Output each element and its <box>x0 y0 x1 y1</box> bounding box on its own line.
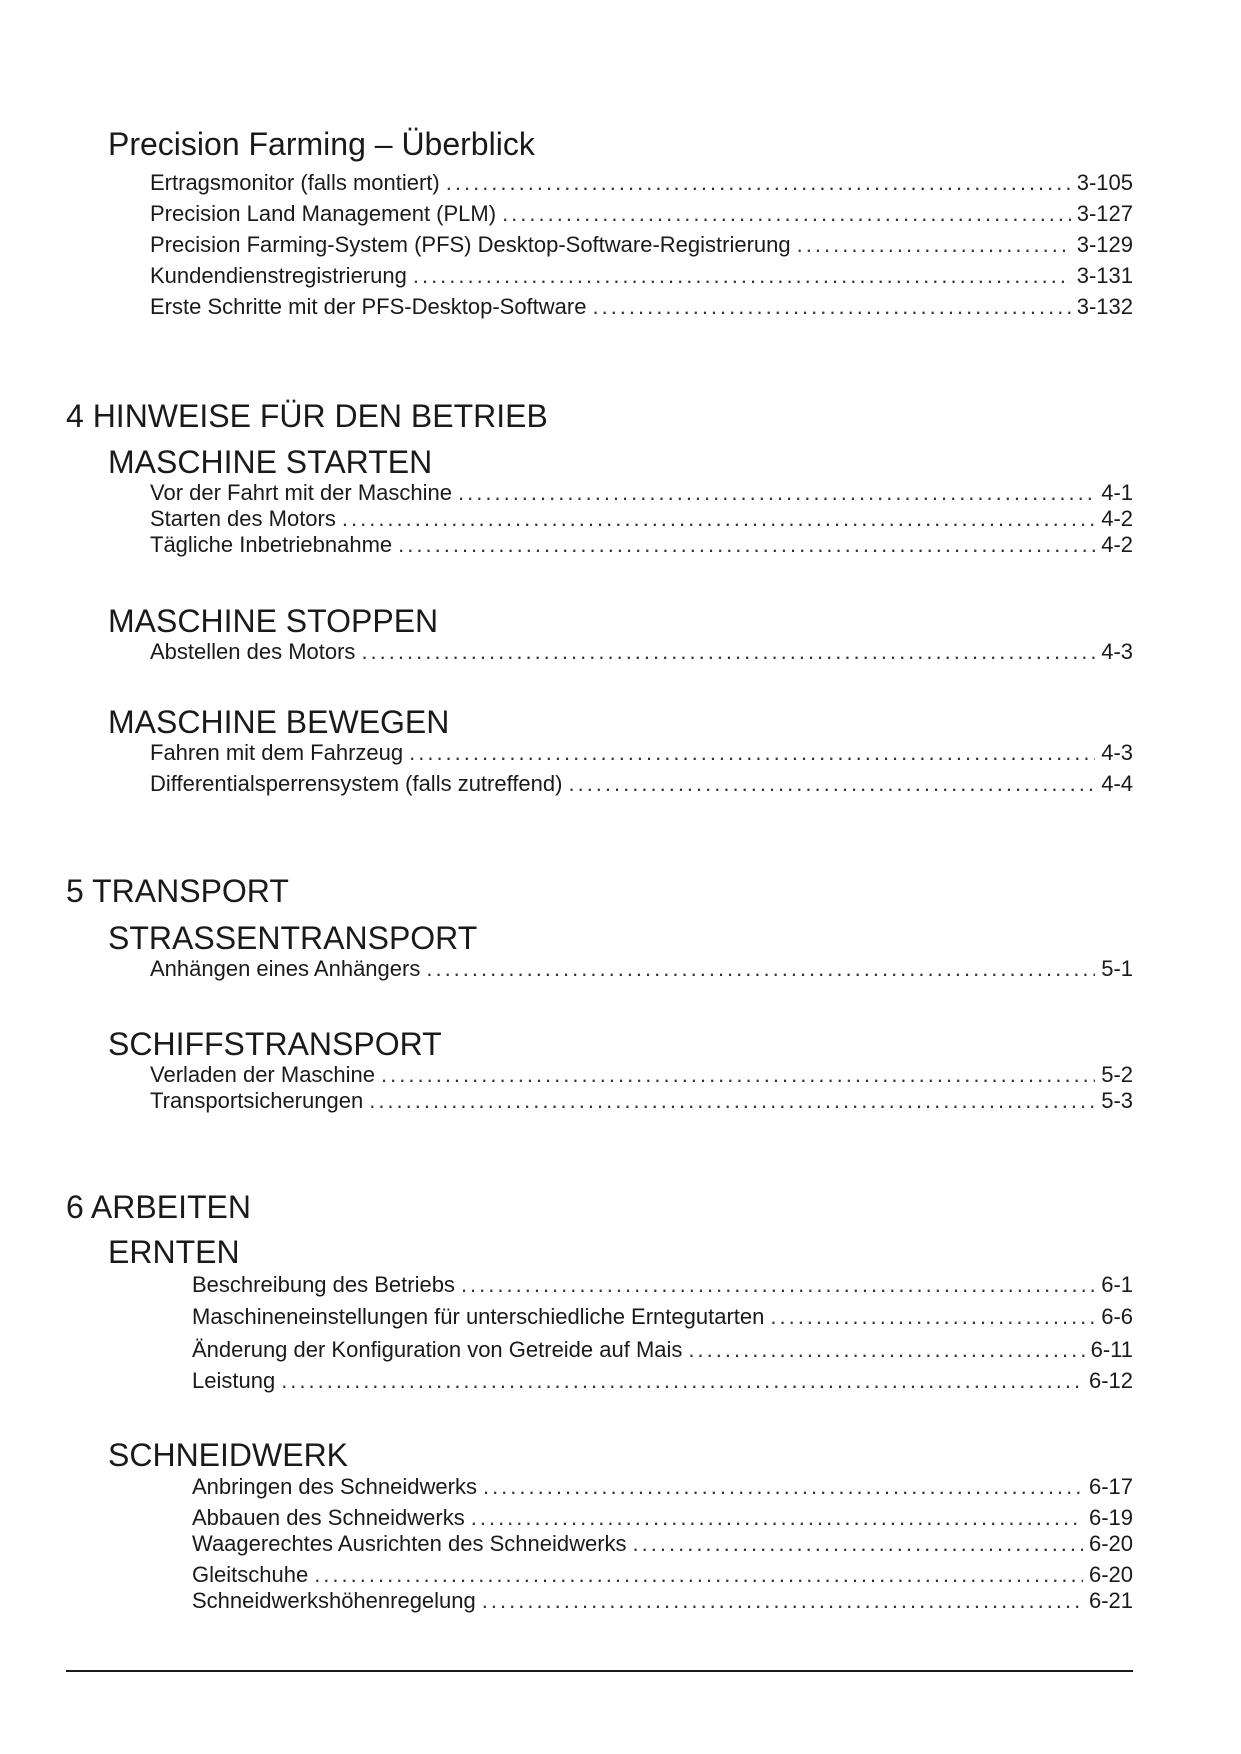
dot-leader <box>797 232 1071 258</box>
toc-entry-title: Erste Schritte mit der PFS-Desktop-Software <box>150 294 587 319</box>
chapter-heading-4: 4 HINWEISE FÜR DEN BETRIEB <box>66 398 548 434</box>
toc-entry[interactable] <box>150 956 1133 982</box>
chapter-heading-5: 5 TRANSPORT <box>66 873 289 909</box>
toc-entry-page: 3-127 <box>1076 201 1133 226</box>
section-heading-maschine-stoppen: MASCHINE STOPPEN <box>108 603 439 639</box>
toc-entry-page: 4-4 <box>1101 771 1133 796</box>
toc-entry-title: Differentialsperrensystem (falls zutreffend) <box>150 771 563 796</box>
toc-entry-title: Vor der Fahrt mit der Maschine <box>150 480 453 505</box>
dot-leader <box>688 1337 1084 1363</box>
toc-entry-page: 3-105 <box>1076 170 1133 195</box>
toc-entry[interactable] <box>192 1304 1133 1330</box>
toc-entry[interactable] <box>192 1474 1133 1500</box>
toc-entry-title: Schneidwerkshöhenregelung <box>192 1588 476 1613</box>
toc-entry[interactable] <box>192 1531 1133 1557</box>
toc-entry[interactable] <box>150 294 1133 320</box>
toc-entry[interactable] <box>192 1368 1133 1394</box>
dot-leader <box>413 263 1071 289</box>
toc-entry[interactable] <box>150 232 1133 258</box>
section-heading-maschine-starten: MASCHINE STARTEN <box>108 444 433 480</box>
toc-entry-title: Beschreibung des Betriebs <box>192 1272 455 1297</box>
toc-entry[interactable] <box>150 771 1133 797</box>
toc-entry[interactable] <box>150 263 1133 289</box>
dot-leader <box>314 1562 1083 1588</box>
toc-entry-page: 4-3 <box>1101 639 1133 664</box>
toc-entry[interactable] <box>192 1272 1133 1298</box>
toc-entry-title: Abstellen des Motors <box>150 639 356 664</box>
toc-entry-title: Transportsicherungen <box>150 1088 364 1113</box>
toc-entry[interactable] <box>150 170 1133 196</box>
toc-entry-title: Waagerechtes Ausrichten des Schneidwerks <box>192 1531 627 1556</box>
toc-entry[interactable] <box>150 506 1133 532</box>
toc-entry-title: Precision Farming-System (PFS) Desktop-Software-Registrierung <box>150 232 791 257</box>
toc-entry[interactable] <box>150 1088 1133 1114</box>
dot-leader <box>361 639 1095 665</box>
toc-entry-title: Verladen der Maschine <box>150 1062 376 1087</box>
toc-entry[interactable] <box>150 1062 1133 1088</box>
dot-leader <box>770 1304 1095 1330</box>
toc-entry-title: Kundendienstregistrierung <box>150 263 407 288</box>
toc-entry-page: 6-17 <box>1088 1474 1133 1499</box>
section-heading-schiffstransport: SCHIFFSTRANSPORT <box>108 1026 442 1062</box>
toc-entry-page: 3-129 <box>1076 232 1133 257</box>
toc-entry-title: Starten des Motors <box>150 506 336 531</box>
dot-leader <box>502 201 1071 227</box>
section-heading-ernten: ERNTEN <box>108 1234 240 1270</box>
toc-entry-page: 4-3 <box>1101 740 1133 765</box>
toc-entry-page: 5-3 <box>1101 1088 1133 1113</box>
toc-entry-title: Anbringen des Schneidwerks <box>192 1474 477 1499</box>
toc-entry-page: 6-20 <box>1088 1562 1133 1587</box>
toc-entry-page: 6-11 <box>1090 1337 1133 1362</box>
toc-entry[interactable] <box>192 1588 1133 1614</box>
dot-leader <box>461 1272 1095 1298</box>
toc-entry-title: Maschineneinstellungen für unterschiedliche Erntegutarten <box>192 1304 765 1329</box>
dot-leader <box>482 1588 1083 1614</box>
toc-entry[interactable] <box>192 1505 1133 1531</box>
toc-entry-page: 4-2 <box>1101 532 1133 557</box>
toc-entry-page: 6-12 <box>1088 1368 1133 1393</box>
toc-entry-page: 5-1 <box>1101 956 1133 981</box>
toc-entry[interactable] <box>150 480 1133 506</box>
toc-entry-title: Precision Land Management (PLM) <box>150 201 497 226</box>
toc-entry-title: Leistung <box>192 1368 276 1393</box>
toc-entry[interactable] <box>192 1562 1133 1588</box>
toc-entry[interactable] <box>150 740 1133 766</box>
toc-entry-title: Gleitschuhe <box>192 1562 309 1587</box>
toc-entry-title: Tägliche Inbetriebnahme <box>150 532 393 557</box>
toc-entry[interactable] <box>192 1337 1133 1363</box>
toc-entry-page: 3-131 <box>1076 263 1133 288</box>
section-heading-schneidwerk: SCHNEIDWERK <box>108 1437 349 1473</box>
toc-entry-page: 6-19 <box>1088 1505 1133 1530</box>
toc-entry[interactable] <box>150 532 1133 558</box>
dot-leader <box>409 740 1095 766</box>
toc-entry[interactable] <box>150 201 1133 227</box>
dot-leader <box>633 1531 1083 1557</box>
dot-leader <box>381 1062 1095 1088</box>
dot-leader <box>592 294 1070 320</box>
dot-leader <box>369 1088 1095 1114</box>
dot-leader <box>281 1368 1083 1394</box>
footer-rule <box>66 1670 1133 1672</box>
toc-entry[interactable] <box>150 639 1133 665</box>
dot-leader <box>458 480 1095 506</box>
chapter-heading-6: 6 ARBEITEN <box>66 1189 251 1225</box>
toc-entry-page: 5-2 <box>1101 1062 1133 1087</box>
dot-leader <box>483 1474 1083 1500</box>
toc-entry-title: Ertragsmonitor (falls montiert) <box>150 170 440 195</box>
toc-entry-page: 3-132 <box>1076 294 1133 319</box>
toc-entry-page: 6-6 <box>1101 1304 1133 1329</box>
toc-entry-page: 6-1 <box>1101 1272 1133 1297</box>
dot-leader <box>342 506 1095 532</box>
toc-entry-title: Fahren mit dem Fahrzeug <box>150 740 404 765</box>
section-heading-strassentransport: STRASSENTRANSPORT <box>108 920 478 956</box>
toc-entry-title: Abbauen des Schneidwerks <box>192 1505 465 1530</box>
toc-entry-page: 4-1 <box>1101 480 1133 505</box>
dot-leader <box>398 532 1095 558</box>
dot-leader <box>446 170 1071 196</box>
dot-leader <box>471 1505 1083 1531</box>
toc-entry-page: 4-2 <box>1101 506 1133 531</box>
toc-entry-page: 6-20 <box>1088 1531 1133 1556</box>
toc-entry-page: 6-21 <box>1088 1588 1133 1613</box>
section-heading-precision-farming: Precision Farming – Überblick <box>108 126 535 162</box>
dot-leader <box>426 956 1095 982</box>
section-heading-maschine-bewegen: MASCHINE BEWEGEN <box>108 704 450 740</box>
dot-leader <box>568 771 1095 797</box>
toc-entry-title: Änderung der Konfiguration von Getreide auf Mais <box>192 1337 683 1362</box>
toc-entry-title: Anhängen eines Anhängers <box>150 956 421 981</box>
